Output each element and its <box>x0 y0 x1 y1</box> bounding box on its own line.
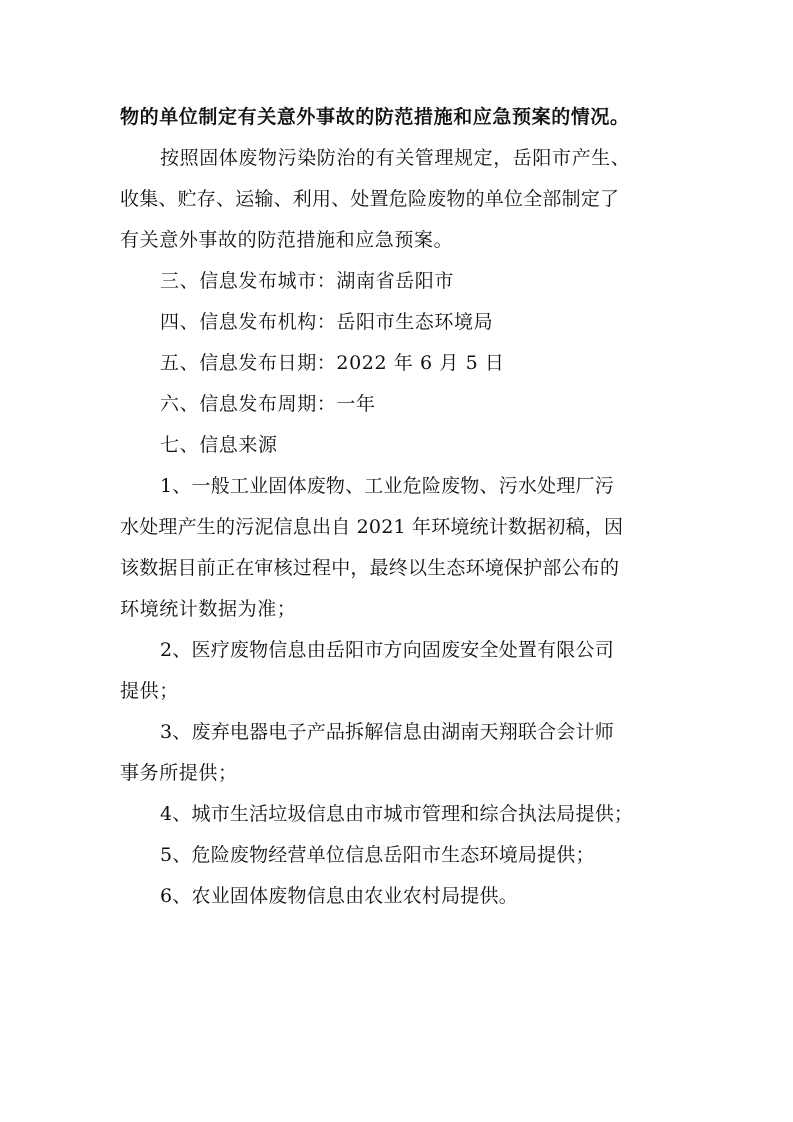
info-agency-line: 四、信息发布机构：岳阳市生态环境局 <box>160 311 494 333</box>
paragraph-line-heading-continuation: 物的单位制定有关意外事故的防范措施和应急预案的情况。 <box>120 106 630 128</box>
info-source-heading: 七、信息来源 <box>160 434 278 456</box>
source-item-1-line: 该数据目前正在审核过程中，最终以生态环境保护部公布的 <box>120 557 620 579</box>
source-item-6-line: 6、农业固体废物信息由农业农村局提供。 <box>160 885 518 907</box>
paragraph-line: 按照固体废物污染防治的有关管理规定，岳阳市产生、 <box>160 147 631 169</box>
source-item-1-line: 水处理产生的污泥信息出自 2021 年环境统计数据初稿，因 <box>120 516 624 538</box>
source-item-2-line: 提供； <box>120 680 179 702</box>
source-item-2-line: 2、医疗废物信息由岳阳市方向固废安全处置有限公司 <box>160 639 614 661</box>
info-period-line: 六、信息发布周期：一年 <box>160 393 376 415</box>
source-item-4-line: 4、城市生活垃圾信息由市城市管理和综合执法局提供； <box>160 803 634 825</box>
document-body <box>120 104 680 924</box>
info-city-line: 三、信息发布城市：湖南省岳阳市 <box>160 270 455 292</box>
source-item-3-line: 事务所提供； <box>120 762 238 784</box>
paragraph-line: 有关意外事故的防范措施和应急预案。 <box>120 229 454 251</box>
paragraph-line: 收集、贮存、运输、利用、处置危险废物的单位全部制定了 <box>120 188 620 210</box>
info-date-line: 五、信息发布日期：2022 年 6 月 5 日 <box>160 352 505 374</box>
source-item-5-line: 5、危险废物经营单位信息岳阳市生态环境局提供； <box>160 844 595 866</box>
source-item-3-line: 3、废弃电器电子产品拆解信息由湖南天翔联合会计师 <box>160 721 614 743</box>
source-item-1-line: 1、一般工业固体废物、工业危险废物、污水处理厂污 <box>160 475 614 497</box>
source-item-1-line: 环境统计数据为准； <box>120 598 297 620</box>
